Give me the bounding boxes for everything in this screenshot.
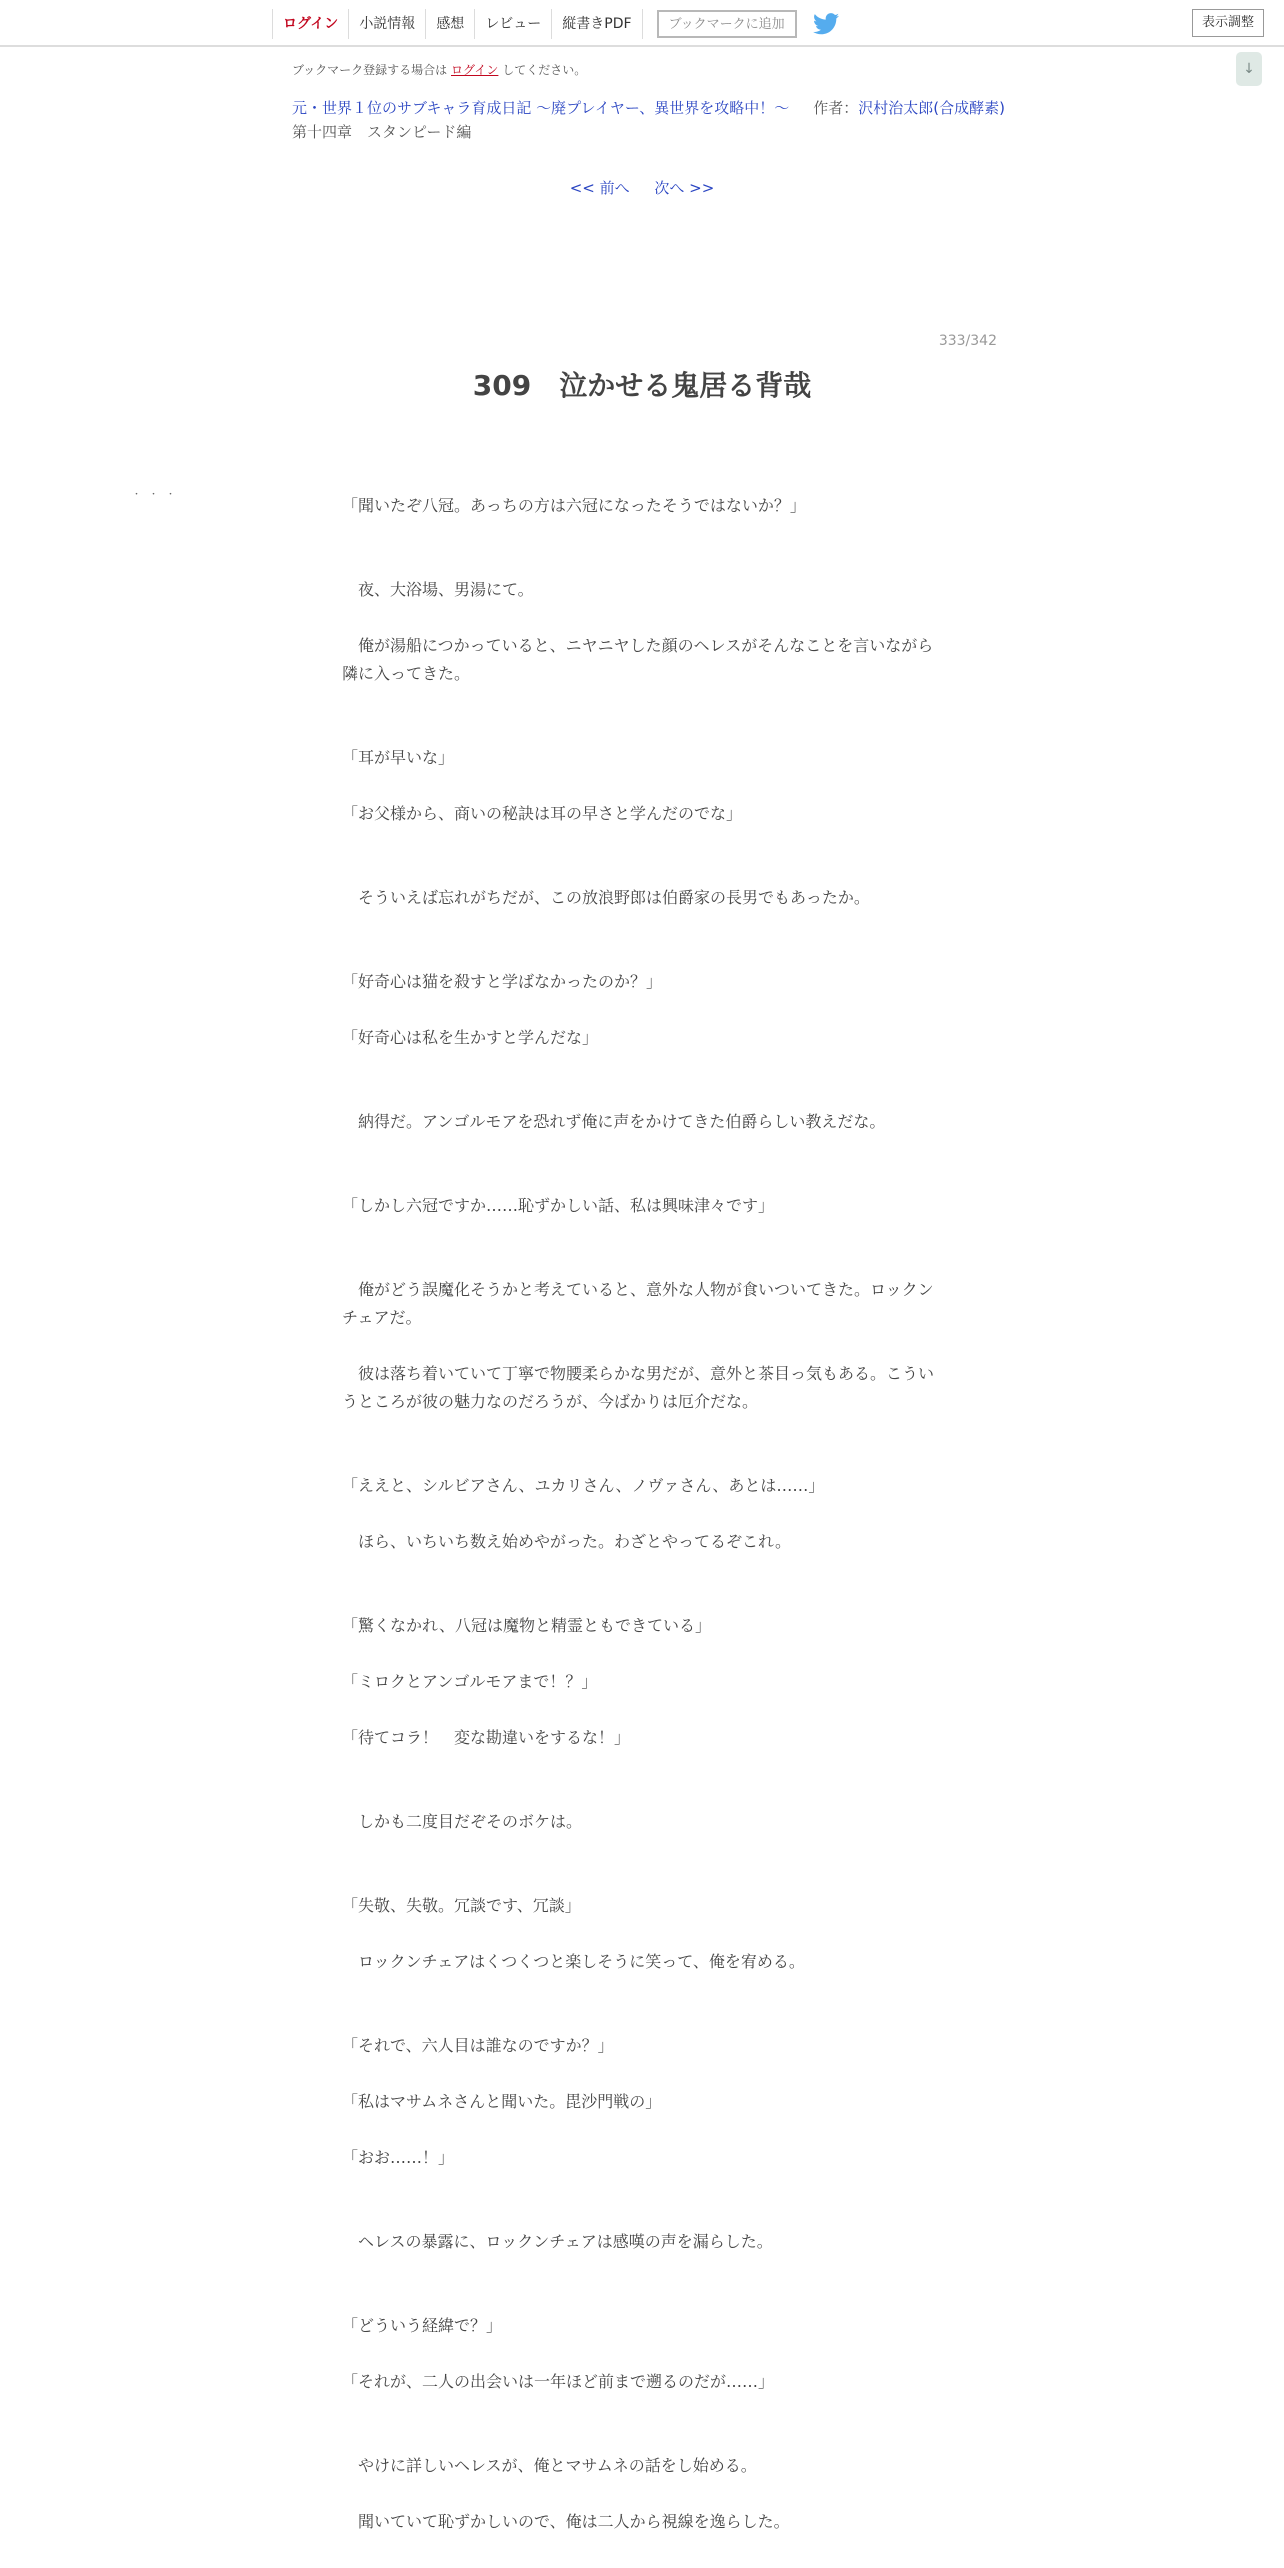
paragraph: ほら、いちいち数え始めやがった。わざとやってるぞこれ。 [342, 1532, 791, 1551]
episode-pager [0, 177, 1284, 198]
paragraph: 「ミロクとアンゴルモアまで！？」 [342, 1672, 598, 1691]
next-episode-link[interactable]: 次へ >> [654, 179, 715, 197]
paragraph: 納得だ。アンゴルモアを恐れず俺に声をかけてきた伯爵らしい教えだな。 [342, 1112, 886, 1131]
login-hint-prefix: ブックマーク登録する場合は [292, 63, 448, 77]
paragraph: 夜、大浴場、男湯にて。 [342, 580, 534, 599]
prev-episode-link[interactable]: << 前へ [569, 179, 630, 197]
scroll-down-button[interactable]: ↓ [1236, 52, 1262, 86]
nav-vertical-pdf-link[interactable]: 縦書きPDF [551, 9, 642, 39]
paragraph: 「耳が早いな」 [342, 748, 455, 767]
paragraph: ロックンチェアはくつくつと楽しそうに笑って、俺を宥める。 [342, 1952, 805, 1971]
login-hint-link[interactable]: ログイン [451, 63, 499, 77]
nav-login-link[interactable]: ログイン [272, 9, 348, 39]
paragraph: 「驚くなかれ、八冠は魔物と精霊ともできている」 [342, 1616, 711, 1635]
emphasis-dots: ・・・ [132, 490, 184, 500]
paragraph: 「聞いたぞ八冠。あっちの方は六冠になったそうではないか？」 [342, 496, 806, 515]
paragraph: 「待てコラ！ 変な勘違いをするな！」 [342, 1728, 631, 1747]
episode-counter: 333/342 [938, 333, 997, 349]
novel-title-link[interactable]: 元・世界１位のサブキャラ育成日記 ～廃プレイヤー、異世界を攻略中！～ [292, 99, 790, 117]
nav-novel-info-link[interactable]: 小説情報 [348, 9, 425, 39]
top-navigation-bar [0, 0, 1284, 47]
author-name-link[interactable]: 沢村治太郎(合成酵素) [858, 99, 1005, 117]
paragraph: ヘレスの暴露に、ロックンチェアは感嘆の声を漏らした。 [342, 2232, 773, 2251]
paragraph: 「お父様から、商いの秘訣は耳の早さと学んだのでな」 [342, 804, 743, 823]
author-label: 作者： [813, 99, 859, 117]
nav-review-link[interactable]: レビュー [474, 9, 551, 39]
paragraph: 「おお……！」 [342, 2148, 455, 2167]
nav-impressions-link[interactable]: 感想 [425, 9, 474, 39]
paragraph: 聞いていて恥ずかしいので、俺は二人から視線を逸らした。 [342, 2512, 790, 2531]
paragraph: 「好奇心は猫を殺すと学ばなかったのか？」 [342, 972, 663, 991]
paragraph: 「私はマサムネさんと聞いた。毘沙門戦の」 [342, 2092, 662, 2111]
bookmark-login-hint [292, 61, 586, 78]
paragraph: 俺が湯船につかっていると、ニヤニヤした顔のヘレスがそんなことを言いながら隣に入ってきた。 [342, 636, 934, 683]
paragraph: 「それが、二人の出会いは一年ほど前まで遡るのだが……」 [342, 2372, 775, 2391]
paragraph: 「それで、六人目は誰なのですか？」 [342, 2036, 614, 2055]
paragraph: しかも二度目だぞそのボケは。 [342, 1812, 583, 1831]
paragraph: 彼は落ち着いていて丁寧で物腰柔らかな男だが、意外と茶目っ気もある。こういうところが彼の魅力なのだろうが、今ばかりは厄介だな。 [342, 1364, 935, 1411]
paragraph: 「ええと、シルビアさん、ユカリさん、ノヴァさん、あとは……」 [342, 1476, 825, 1495]
paragraph: 「しかし六冠ですか……恥ずかしい話、私は興味津々です」 [342, 1196, 775, 1215]
paragraph: 「失敬、失敬。冗談です、冗談」 [342, 1896, 581, 1915]
paragraph: 「どういう経緯で？」 [342, 2316, 503, 2335]
display-settings-button[interactable]: 表示調整 [1192, 9, 1264, 37]
paragraph: やけに詳しいヘレスが、俺とマサムネの話をし始める。 [342, 2456, 757, 2475]
paragraph: そういえば忘れがちだが、この放浪野郎は伯爵家の長男でもあったか。 [342, 888, 870, 907]
main-nav [272, 9, 839, 39]
paragraph: 「好奇心は私を生かすと学んだな」 [342, 1028, 599, 1047]
episode-title: 309 泣かせる鬼居る背哉 [472, 369, 812, 402]
chapter-title: 第十四章 スタンピード編 [292, 123, 472, 141]
add-bookmark-button[interactable]: ブックマークに追加 [657, 10, 797, 38]
novel-header [292, 97, 1005, 118]
paragraph: 俺がどう誤魔化そうかと考えていると、意外な人物が食いついてきた。ロックンチェアだ。 [342, 1280, 934, 1327]
login-hint-suffix: してください。 [502, 63, 587, 77]
twitter-bird-icon[interactable] [813, 13, 839, 35]
